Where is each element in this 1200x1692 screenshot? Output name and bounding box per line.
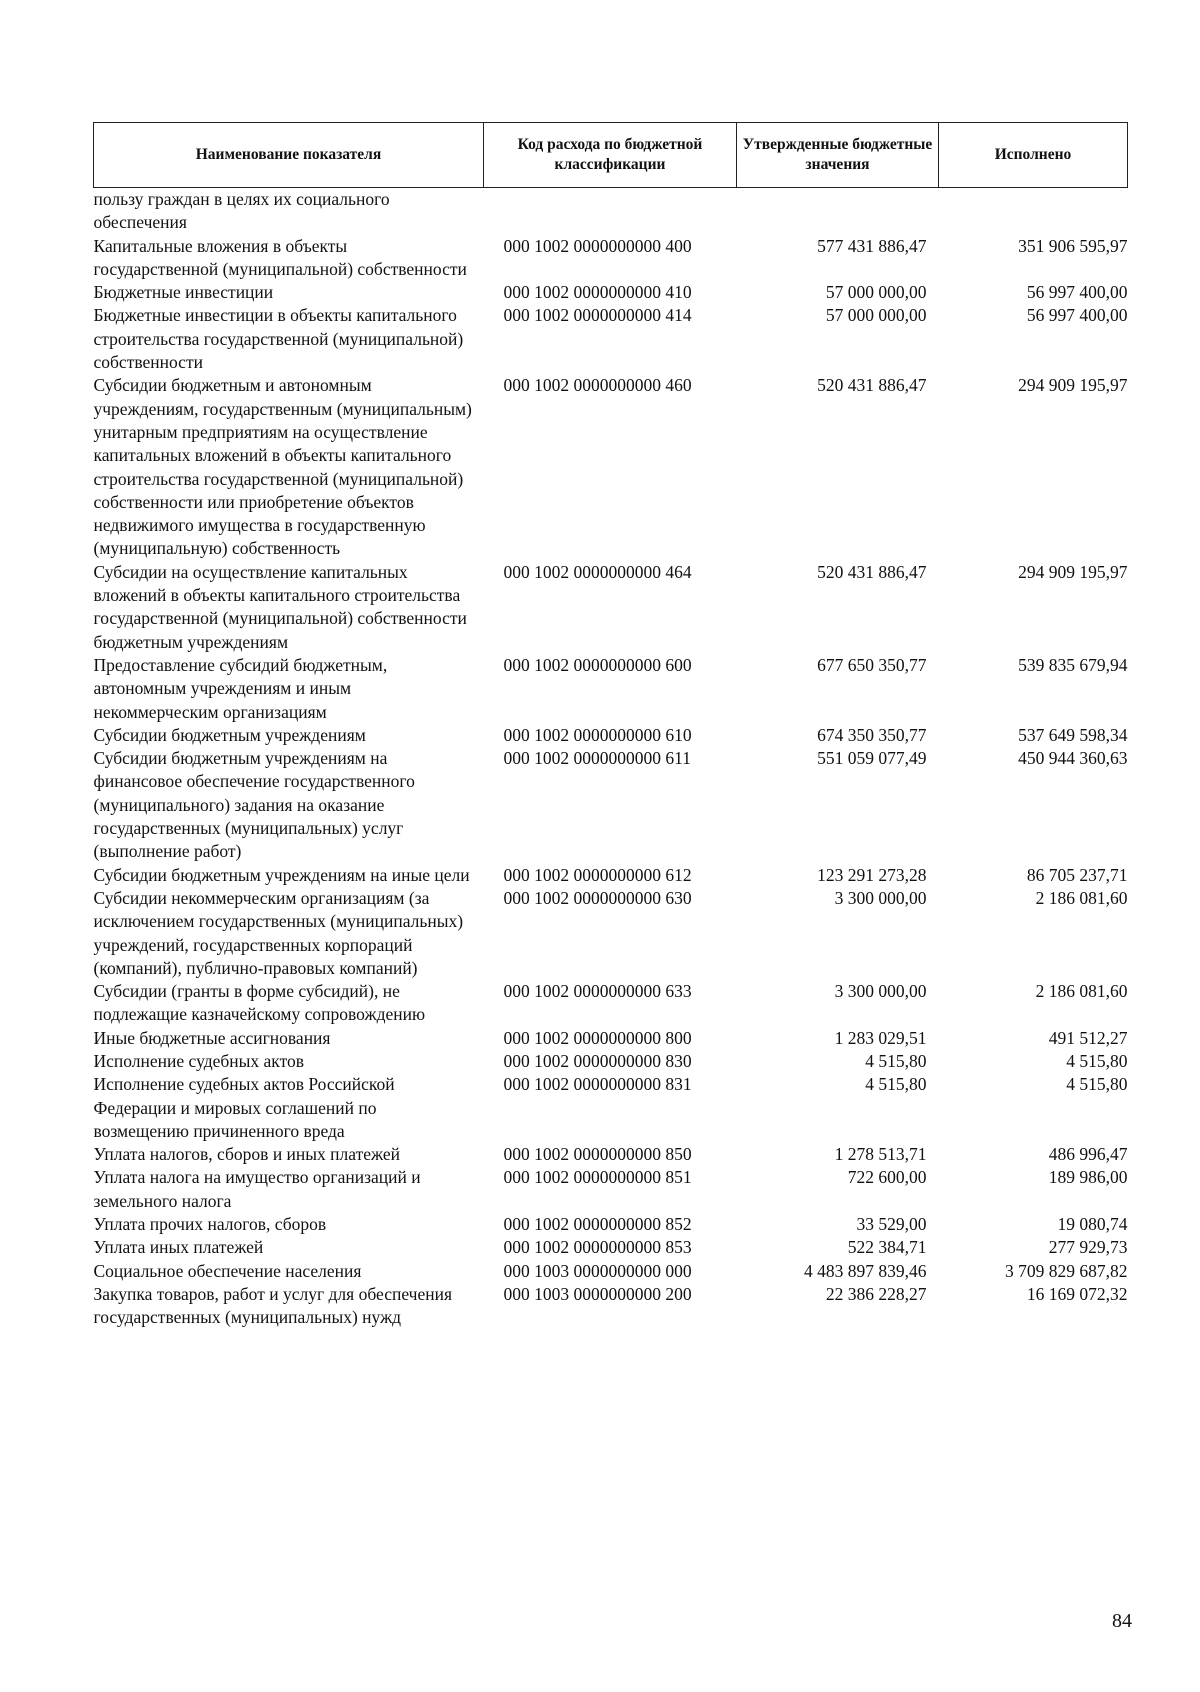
cell-name: Субсидии на осуществление капитальных вложений в объекты капитального строительства государственной (муниципальной) собственности бюджетным учреждениям	[93, 561, 467, 652]
cell-done: 189 986,00	[1048, 1167, 1128, 1188]
table-row	[94, 1213, 1128, 1236]
header-name: Наименование показателя	[94, 123, 484, 188]
table-row	[94, 235, 1128, 282]
cell-code: 000 1002 0000000000 414	[503, 305, 692, 326]
table-row	[94, 1236, 1128, 1259]
cell-name: Уплата иных платежей	[93, 1237, 264, 1258]
table-row	[94, 980, 1128, 1027]
cell-done: 19 080,74	[1057, 1214, 1128, 1235]
cell-name: пользу граждан в целях их социального обеспечения	[93, 189, 390, 233]
table-row	[94, 747, 1128, 863]
cell-code: 000 1002 0000000000 400	[503, 235, 692, 256]
cell-done: 277 929,73	[1048, 1237, 1128, 1258]
cell-name: Исполнение судебных актов	[93, 1050, 305, 1071]
table-row	[94, 654, 1128, 724]
cell-name: Уплата налогов, сборов и иных платежей	[93, 1144, 400, 1165]
cell-approved: 57 000 000,00	[825, 305, 927, 326]
cell-done: 537 649 598,34	[1018, 724, 1128, 745]
cell-done: 539 835 679,94	[1018, 654, 1128, 675]
cell-name: Социальное обеспечение населения	[93, 1260, 362, 1281]
cell-approved: 3 300 000,00	[834, 887, 927, 908]
header-done: Исполнено	[939, 123, 1128, 188]
cell-done: 294 909 195,97	[1018, 561, 1128, 582]
cell-code: 000 1002 0000000000 600	[503, 654, 692, 675]
cell-name: Предоставление субсидий бюджетным, автономным учреждениям и иным некоммерческим организациям	[93, 654, 388, 722]
cell-code: 000 1002 0000000000 460	[503, 375, 692, 396]
header-approved: Утвержденные бюджетные значения	[737, 123, 939, 188]
cell-done: 450 944 360,63	[1018, 748, 1128, 769]
table-row	[94, 1283, 1128, 1330]
cell-code: 000 1002 0000000000 853	[503, 1237, 692, 1258]
cell-approved: 722 600,00	[847, 1167, 927, 1188]
cell-approved: 1 278 513,71	[834, 1144, 927, 1165]
cell-approved: 33 529,00	[856, 1214, 927, 1235]
cell-name: Капитальные вложения в объекты государственной (муниципальной) собственности	[93, 235, 467, 279]
cell-code: 000 1002 0000000000 850	[503, 1144, 692, 1165]
cell-name: Уплата прочих налогов, сборов	[93, 1214, 327, 1235]
cell-code: 000 1002 0000000000 852	[503, 1214, 692, 1235]
cell-name: Субсидии (гранты в форме субсидий), не подлежащие казначейскому сопровождению	[93, 981, 426, 1025]
cell-approved: 22 386 228,27	[825, 1283, 927, 1304]
cell-name: Бюджетные инвестиции	[93, 282, 274, 303]
cell-code: 000 1002 0000000000 610	[503, 724, 692, 745]
table-row	[94, 374, 1128, 560]
cell-done	[939, 188, 1128, 235]
cell-name: Субсидии бюджетным учреждениям на иные цели	[93, 864, 470, 885]
cell-approved: 4 515,80	[865, 1050, 927, 1071]
budget-table	[93, 122, 1128, 1330]
cell-done: 86 705 237,71	[1026, 864, 1128, 885]
cell-code: 000 1003 0000000000 200	[503, 1283, 692, 1304]
cell-approved: 520 431 886,47	[817, 561, 927, 582]
cell-name: Иные бюджетные ассигнования	[93, 1027, 331, 1048]
cell-code	[484, 188, 737, 235]
table-row	[94, 304, 1128, 374]
table-row	[94, 1050, 1128, 1073]
cell-name: Уплата налога на имущество организаций и земельного налога	[93, 1167, 421, 1211]
cell-approved: 3 300 000,00	[834, 981, 927, 1002]
cell-code: 000 1002 0000000000 410	[503, 282, 692, 303]
table-row	[94, 724, 1128, 747]
cell-name: Закупка товаров, работ и услуг для обеспечения государственных (муниципальных) нужд	[93, 1283, 453, 1328]
table-row	[94, 887, 1128, 980]
cell-code: 000 1002 0000000000 633	[503, 981, 692, 1002]
cell-approved: 4 483 897 839,46	[804, 1260, 927, 1281]
cell-done: 56 997 400,00	[1026, 305, 1128, 326]
cell-approved: 4 515,80	[865, 1074, 927, 1095]
cell-done: 491 512,27	[1048, 1027, 1128, 1048]
table-row	[94, 1027, 1128, 1050]
cell-done: 16 169 072,32	[1026, 1283, 1128, 1304]
cell-done: 3 709 829 687,82	[1005, 1260, 1128, 1281]
cell-name: Исполнение судебных актов Российской Федерации и мировых соглашений по возмещению причиненного вреда	[93, 1074, 395, 1141]
cell-approved: 123 291 273,28	[817, 864, 927, 885]
cell-code: 000 1002 0000000000 831	[503, 1074, 692, 1095]
header-code: Код расхода по бюджетной классификации	[484, 123, 737, 188]
cell-name: Субсидии бюджетным учреждениям	[93, 724, 366, 745]
cell-code: 000 1002 0000000000 830	[503, 1050, 692, 1071]
cell-code: 000 1002 0000000000 630	[503, 887, 692, 908]
cell-approved: 577 431 886,47	[817, 235, 927, 256]
cell-name: Субсидии некоммерческим организациям (за исключением государственных (муниципальных) учреждений, государственных корпораций (компаний), публично-правовых компаний)	[93, 887, 464, 978]
cell-approved: 551 059 077,49	[817, 748, 927, 769]
cell-done: 294 909 195,97	[1018, 375, 1128, 396]
cell-done: 351 906 595,97	[1018, 235, 1128, 256]
table-row	[94, 1073, 1128, 1143]
cell-done: 2 186 081,60	[1035, 887, 1128, 908]
cell-done: 486 996,47	[1048, 1144, 1128, 1165]
cell-done: 4 515,80	[1066, 1050, 1128, 1071]
cell-code: 000 1002 0000000000 611	[503, 748, 691, 769]
cell-approved: 57 000 000,00	[825, 282, 927, 303]
cell-done: 4 515,80	[1066, 1074, 1128, 1095]
table-row	[94, 561, 1128, 654]
cell-approved: 522 384,71	[847, 1237, 927, 1258]
cell-done: 2 186 081,60	[1035, 981, 1128, 1002]
cell-done: 56 997 400,00	[1026, 282, 1128, 303]
cell-approved	[737, 188, 939, 235]
cell-approved: 674 350 350,77	[817, 724, 927, 745]
cell-approved: 677 650 350,77	[817, 654, 927, 675]
table-row	[94, 864, 1128, 887]
page-number: 84	[1112, 1610, 1132, 1632]
table-row	[94, 1260, 1128, 1283]
table-row	[94, 188, 1128, 235]
cell-code: 000 1002 0000000000 851	[503, 1167, 692, 1188]
cell-code: 000 1002 0000000000 800	[503, 1027, 692, 1048]
table-row	[94, 1166, 1128, 1213]
cell-name: Субсидии бюджетным учреждениям на финансовое обеспечение государственного (муниципального) задания на оказание государственных (муниципальных) услуг (выполнение работ)	[93, 748, 415, 862]
cell-approved: 520 431 886,47	[817, 375, 927, 396]
cell-code: 000 1002 0000000000 612	[503, 864, 692, 885]
cell-name: Бюджетные инвестиции в объекты капитального строительства государственной (муниципальной) собственности	[93, 305, 464, 373]
cell-approved: 1 283 029,51	[834, 1027, 927, 1048]
table-header	[94, 123, 1128, 188]
cell-code: 000 1003 0000000000 000	[503, 1260, 692, 1281]
table-row	[94, 1143, 1128, 1166]
table-row	[94, 281, 1128, 304]
table-body	[94, 188, 1128, 1330]
cell-code: 000 1002 0000000000 464	[503, 561, 692, 582]
cell-name: Субсидии бюджетным и автономным учреждениям, государственным (муниципальным) унитарным предприятиям на осуществление капитальных вложений в объекты капитального строительства государственной (муниципальной) собственности или приобретение объектов недвижимого имущества в государственную (муниципальную) собственность	[93, 375, 472, 559]
